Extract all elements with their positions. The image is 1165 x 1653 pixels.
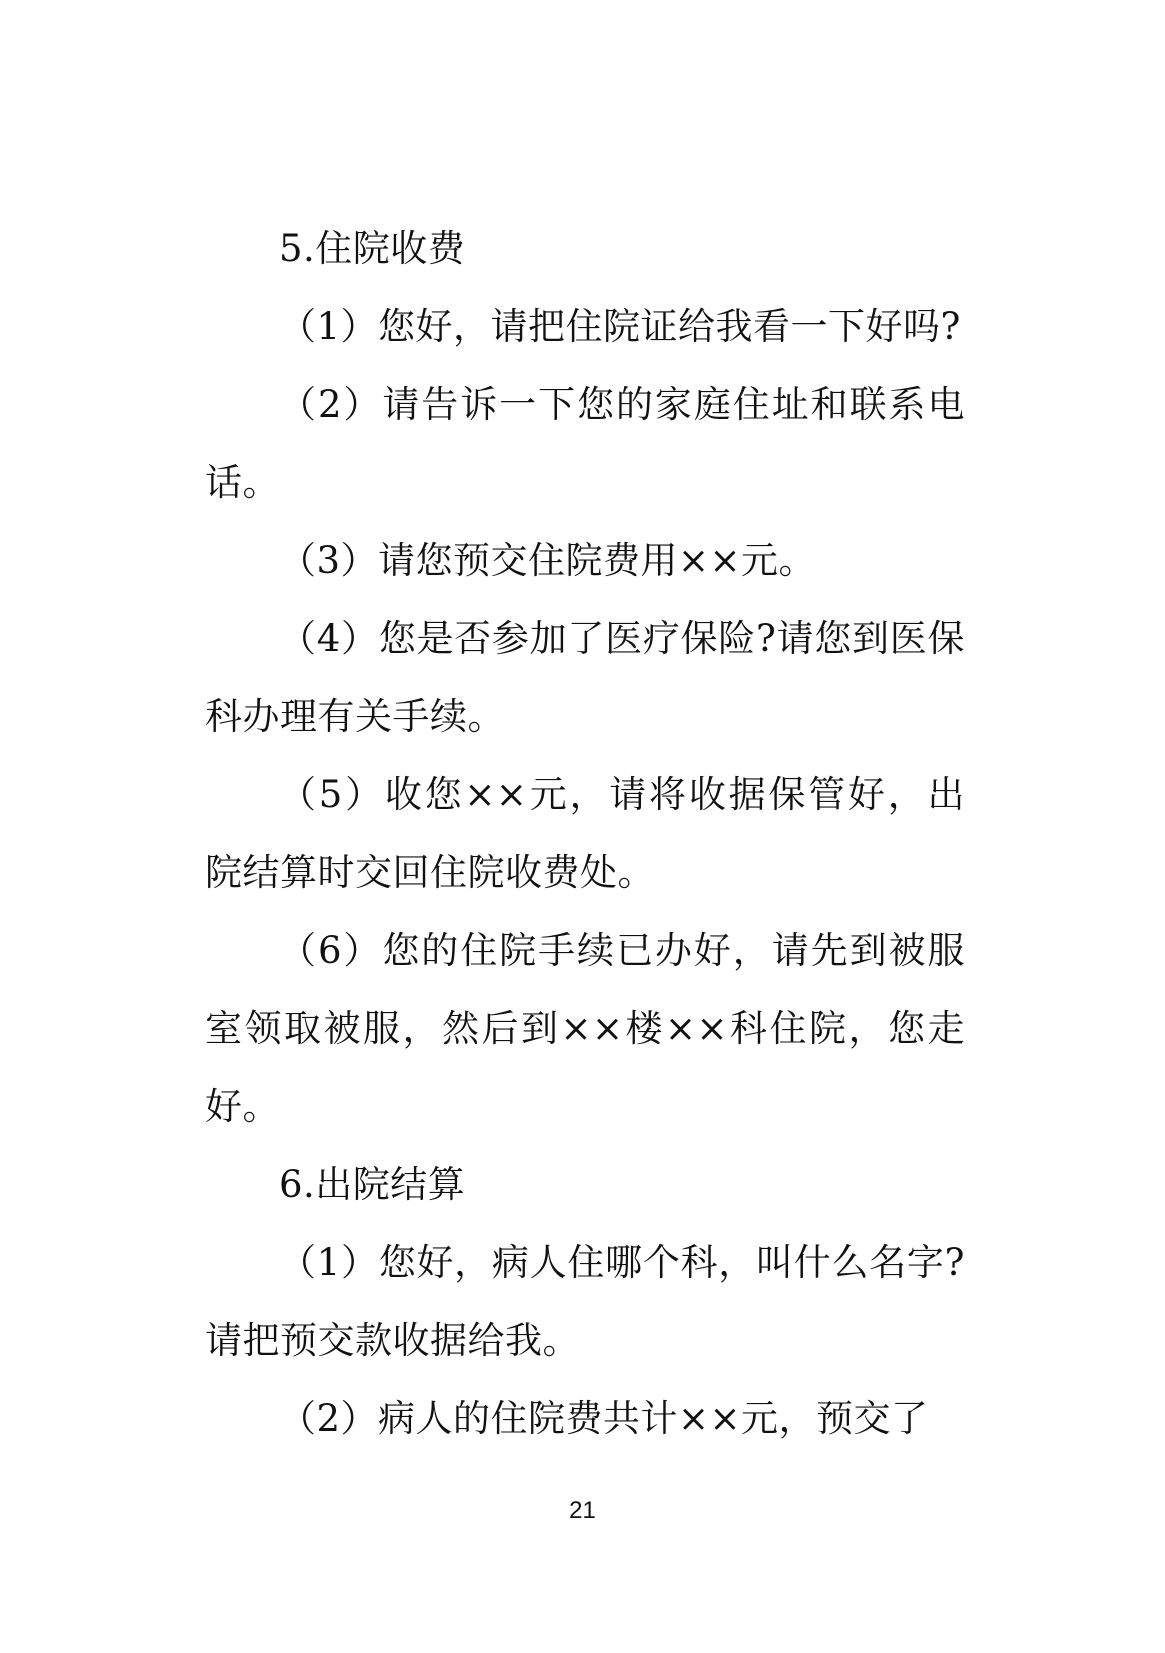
- paragraph-item: （1）您好，病人住哪个科，叫什么名字?请把预交款收据给我。: [205, 1241, 965, 1362]
- paragraph-item: （1）您好，请把住院证给我看一下好吗?: [279, 305, 961, 348]
- paragraph-item: （2）病人的住院费共计××元，预交了: [279, 1397, 929, 1440]
- paragraph-item: （6）您的住院手续已办好，请先到被服室领取被服，然后到××楼××科住院，您走好。: [205, 929, 965, 1128]
- page-number: 21: [569, 1497, 596, 1524]
- paragraph-item: （4）您是否参加了医疗保险?请您到医保科办理有关手续。: [205, 617, 965, 738]
- paragraph-item: （3）请您预交住院费用××元。: [279, 539, 817, 582]
- paragraph-item: （5）收您××元，请将收据保管好，出院结算时交回住院收费处。: [205, 773, 965, 894]
- section-heading-5: 5.住院收费: [279, 227, 466, 270]
- paragraph-item: （2）请告诉一下您的家庭住址和联系电话。: [205, 383, 965, 504]
- section-heading-6: 6.出院结算: [279, 1163, 466, 1206]
- document-body: [205, 210, 965, 1458]
